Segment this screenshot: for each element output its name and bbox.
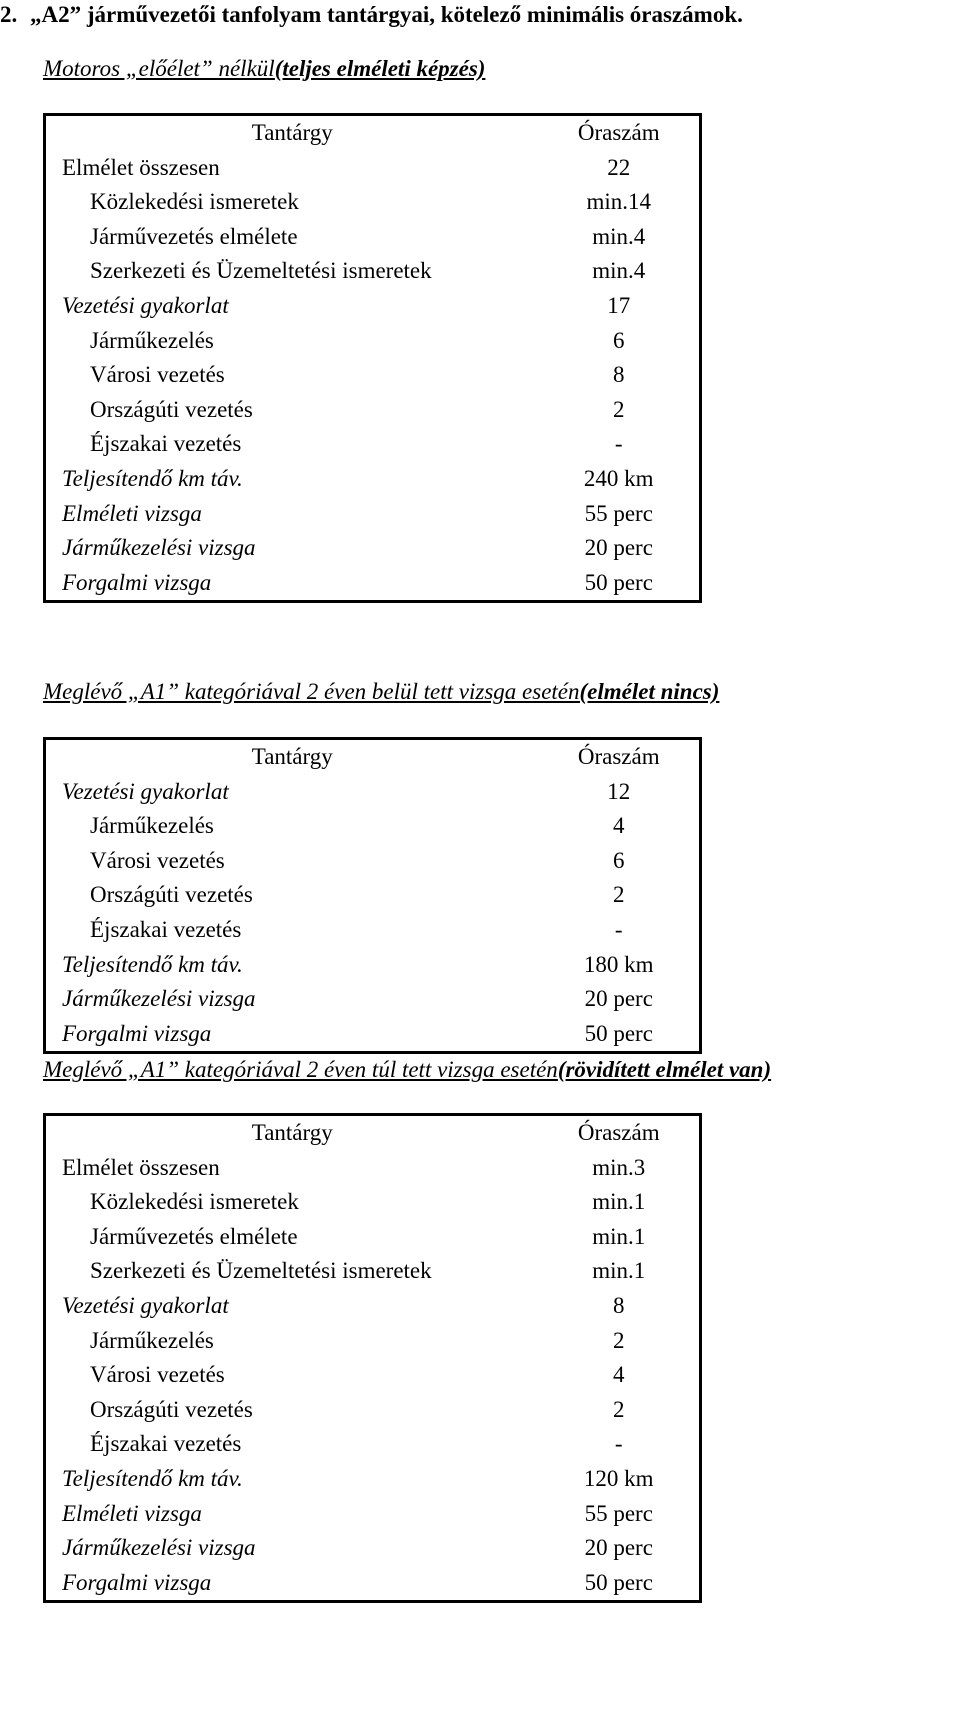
document-heading (0, 0, 743, 30)
table-row (45, 878, 701, 913)
table-row (45, 1531, 701, 1566)
row-hours: 50 perc (584, 1569, 653, 1595)
row-hours: min.4 (592, 258, 646, 284)
row-subject: Teljesítendő km táv. (62, 465, 243, 491)
row-hours: min.1 (592, 1258, 646, 1284)
table-row (45, 1393, 701, 1428)
table-row (45, 1254, 701, 1289)
row-subject: Teljesítendő km táv. (62, 951, 243, 977)
row-subject: Járműkezelés (90, 327, 214, 353)
row-subject: Városi vezetés (90, 362, 225, 388)
table-header-row (45, 739, 701, 775)
row-subject: Éjszakai vezetés (90, 916, 242, 942)
row-hours: min.1 (592, 1223, 646, 1249)
row-hours: 22 (607, 154, 631, 180)
table-header-row (45, 1115, 701, 1151)
section-1-table (43, 113, 702, 603)
section-3-title-plain: Meglévő „A1” kategóriával 2 éven túl tett vizsga esetén (43, 1057, 558, 1082)
row-hours: 50 perc (584, 1020, 653, 1046)
table-row (45, 324, 701, 359)
table-row (45, 531, 701, 566)
column-header-subject: Tantárgy (251, 744, 333, 769)
table-row (45, 1566, 701, 1602)
table-row (45, 289, 701, 324)
row-subject: Éjszakai vezetés (90, 431, 242, 457)
row-subject: Járművezetés elmélete (90, 223, 298, 249)
row-subject: Városi vezetés (90, 1362, 225, 1388)
row-subject: Vezetési gyakorlat (62, 1292, 229, 1318)
row-hours: - (614, 916, 623, 942)
section-1-title (43, 54, 485, 84)
table-row (45, 948, 701, 983)
column-header-subject: Tantárgy (251, 1120, 333, 1145)
column-header-hours: Óraszám (577, 1120, 660, 1145)
row-subject: Forgalmi vizsga (62, 569, 212, 595)
row-subject: Forgalmi vizsga (62, 1569, 212, 1595)
row-subject: Elméleti vizsga (62, 500, 202, 526)
table-row (45, 1497, 701, 1532)
heading-title: „A2” járművezetői tanfolyam tantárgyai, kötelező minimális óraszámok. (30, 2, 743, 27)
row-subject: Járműkezelési vizsga (62, 1535, 256, 1561)
section-2-table (43, 737, 702, 1054)
row-hours: 2 (613, 1327, 625, 1353)
row-subject: Járművezetés elmélete (90, 1223, 298, 1249)
row-hours: 20 perc (584, 535, 653, 561)
section-2-title (43, 677, 719, 707)
row-hours: 180 km (583, 951, 654, 977)
row-hours: 55 perc (584, 500, 653, 526)
row-hours: 20 perc (584, 986, 653, 1012)
row-subject: Járműkezelés (90, 1327, 214, 1353)
table-row (45, 1289, 701, 1324)
row-hours: 8 (613, 1292, 625, 1318)
section-3-table (43, 1113, 702, 1603)
table-row (45, 393, 701, 428)
row-hours: min.1 (592, 1189, 646, 1215)
row-subject: Országúti vezetés (90, 882, 253, 908)
row-hours: 6 (613, 847, 625, 873)
row-hours: 240 km (583, 465, 654, 491)
table-row (45, 982, 701, 1017)
table-row (45, 358, 701, 393)
section-2-title-plain: Meglévő „A1” kategóriával 2 éven belül tett vizsga esetén (43, 679, 580, 704)
row-hours: 17 (607, 292, 631, 318)
section-1-title-plain: Motoros „előélet” nélkül (43, 56, 275, 81)
row-hours: 2 (613, 396, 625, 422)
row-hours: 50 perc (584, 569, 653, 595)
column-header-subject: Tantárgy (251, 120, 333, 145)
row-hours: 6 (613, 327, 625, 353)
table-row (45, 1220, 701, 1255)
row-subject: Országúti vezetés (90, 396, 253, 422)
row-subject: Járműkezelési vizsga (62, 535, 256, 561)
table-row (45, 1358, 701, 1393)
table-row (45, 151, 701, 186)
table-row (45, 1427, 701, 1462)
table-row (45, 913, 701, 948)
row-subject: Elméleti vizsga (62, 1500, 202, 1526)
row-subject: Országúti vezetés (90, 1396, 253, 1422)
row-subject: Vezetési gyakorlat (62, 292, 229, 318)
row-hours: 20 perc (584, 1535, 653, 1561)
heading-number: 2. (0, 2, 18, 27)
row-subject: Közlekedési ismeretek (90, 1189, 299, 1215)
row-subject: Városi vezetés (90, 847, 225, 873)
row-subject: Teljesítendő km táv. (62, 1465, 243, 1491)
row-hours: 8 (613, 362, 625, 388)
table-row (45, 566, 701, 602)
row-hours: - (614, 1431, 623, 1457)
row-hours: min.3 (592, 1154, 646, 1180)
table-row (45, 427, 701, 462)
row-hours: 4 (613, 1362, 625, 1388)
row-hours: 55 perc (584, 1500, 653, 1526)
table-row (45, 1017, 701, 1053)
row-hours: 4 (613, 813, 625, 839)
table-row (45, 1462, 701, 1497)
row-hours: 12 (607, 778, 631, 804)
row-subject: Közlekedési ismeretek (90, 189, 299, 215)
section-3-title (43, 1055, 771, 1085)
column-header-hours: Óraszám (577, 744, 660, 769)
section-3-title-bold: (rövidített elmélet van) (557, 1057, 772, 1082)
table-row (45, 1185, 701, 1220)
table-row (45, 497, 701, 532)
section-1-title-bold: (teljes elméleti képzés) (274, 56, 486, 81)
table-row (45, 462, 701, 497)
row-subject: Szerkezeti és Üzemeltetési ismeretek (90, 258, 432, 284)
table-row (45, 185, 701, 220)
row-hours: 2 (613, 1396, 625, 1422)
row-subject: Éjszakai vezetés (90, 1431, 242, 1457)
table-header-row (45, 115, 701, 151)
row-subject: Elmélet összesen (62, 1154, 220, 1180)
row-hours: - (614, 431, 623, 457)
row-subject: Járműkezelés (90, 813, 214, 839)
table-row (45, 844, 701, 879)
table-row (45, 775, 701, 810)
row-hours: 120 km (583, 1465, 654, 1491)
row-subject: Forgalmi vizsga (62, 1020, 212, 1046)
column-header-hours: Óraszám (577, 120, 660, 145)
table-row (45, 254, 701, 289)
row-hours: min.14 (586, 189, 652, 215)
table-row (45, 1324, 701, 1359)
table-row (45, 1151, 701, 1186)
table-row (45, 809, 701, 844)
section-2-title-bold: (elmélet nincs) (579, 679, 720, 704)
row-subject: Elmélet összesen (62, 154, 220, 180)
row-hours: min.4 (592, 223, 646, 249)
row-subject: Vezetési gyakorlat (62, 778, 229, 804)
row-subject: Járműkezelési vizsga (62, 986, 256, 1012)
row-hours: 2 (613, 882, 625, 908)
table-row (45, 220, 701, 255)
row-subject: Szerkezeti és Üzemeltetési ismeretek (90, 1258, 432, 1284)
